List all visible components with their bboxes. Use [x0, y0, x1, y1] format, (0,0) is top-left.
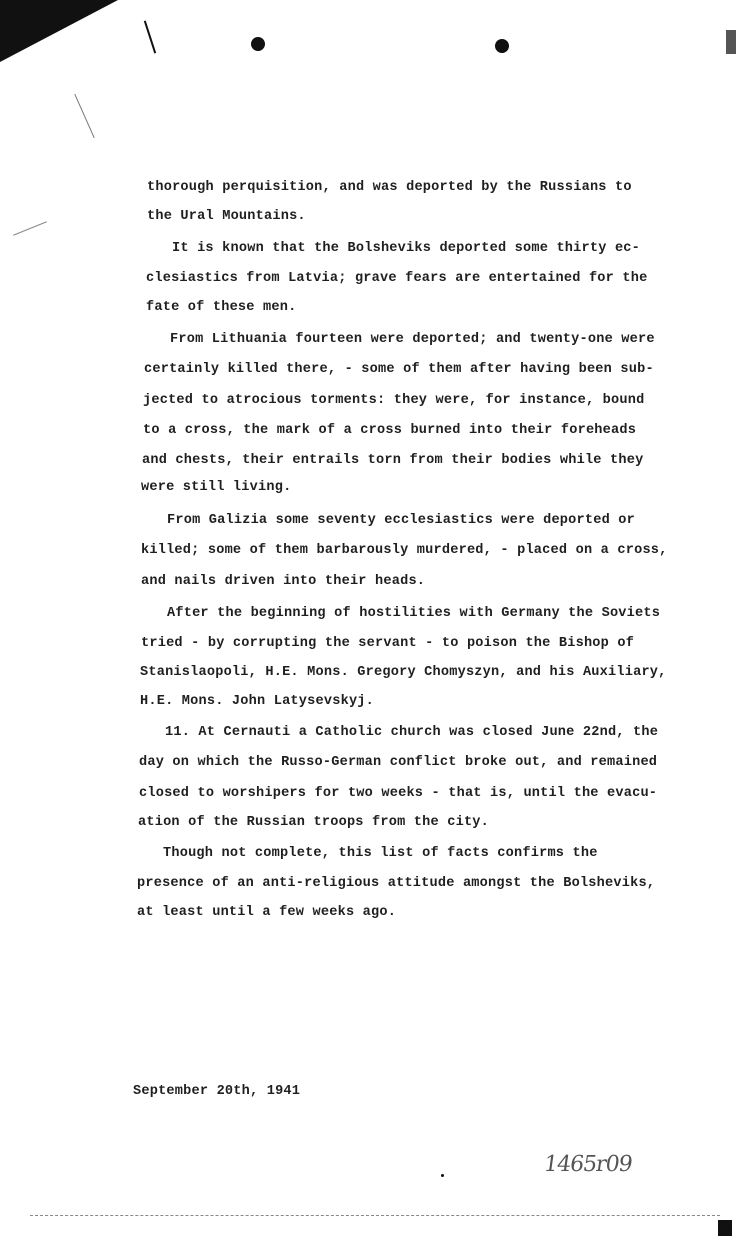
text-line: Stanislaopoli, H.E. Mons. Gregory Chomyszyn, and his Auxiliary,: [140, 665, 667, 680]
pen-stroke: [74, 94, 94, 138]
text-line: and chests, their entrails torn from their bodies while they: [142, 453, 644, 468]
text-line: From Lithuania fourteen were deported; and twenty-one were: [170, 332, 655, 347]
text-line: 11. At Cernauti a Catholic church was closed June 22nd, the: [165, 725, 659, 740]
text-line: clesiastics from Latvia; grave fears are entertained for the: [146, 271, 648, 286]
text-line: From Galizia some seventy ecclesiastics were deported or: [167, 513, 636, 528]
ink-dot: [441, 1174, 444, 1177]
punch-hole: [249, 35, 267, 53]
scan-corner-shadow: [0, 0, 118, 62]
text-line: closed to worshipers for two weeks - that is, until the evacu-: [139, 786, 658, 801]
text-line: at least until a few weeks ago.: [137, 905, 397, 920]
text-line: certainly killed there, - some of them after having been sub-: [144, 362, 654, 377]
edge-mark: [718, 1220, 732, 1236]
edge-mark: [726, 30, 736, 54]
text-line: After the beginning of hostilities with Germany the Soviets: [167, 606, 661, 621]
text-line: to a cross, the mark of a cross burned into their foreheads: [143, 423, 637, 438]
text-line: presence of an anti-religious attitude amongst the Bolsheviks,: [137, 876, 656, 891]
text-line: It is known that the Bolsheviks deported some thirty ec-: [172, 241, 641, 256]
text-line: H.E. Mons. John Latysevskyj.: [140, 694, 375, 709]
text-line: the Ural Mountains.: [147, 209, 306, 224]
text-line: tried - by corrupting the servant - to poison the Bishop of: [141, 636, 635, 651]
text-line: were still living.: [141, 480, 292, 495]
document-date: September 20th, 1941: [133, 1084, 301, 1099]
text-line: Though not complete, this list of facts confirms the: [163, 846, 598, 861]
pen-stroke: [144, 21, 156, 54]
text-line: jected to atrocious torments: they were, for instance, bound: [143, 393, 645, 408]
text-line: killed; some of them barbarously murdered, - placed on a cross,: [141, 543, 668, 558]
text-line: day on which the Russo-German conflict broke out, and remained: [139, 755, 658, 770]
handwritten-annotation: 1465r09: [542, 1152, 634, 1177]
text-line: thorough perquisition, and was deported by the Russians to: [147, 180, 632, 195]
page-bottom-rule: [30, 1215, 720, 1216]
text-line: ation of the Russian troops from the city.: [138, 815, 490, 830]
text-line: and nails driven into their heads.: [141, 574, 426, 589]
punch-hole: [493, 37, 511, 55]
pen-stroke: [13, 221, 47, 235]
text-line: fate of these men.: [146, 300, 297, 315]
